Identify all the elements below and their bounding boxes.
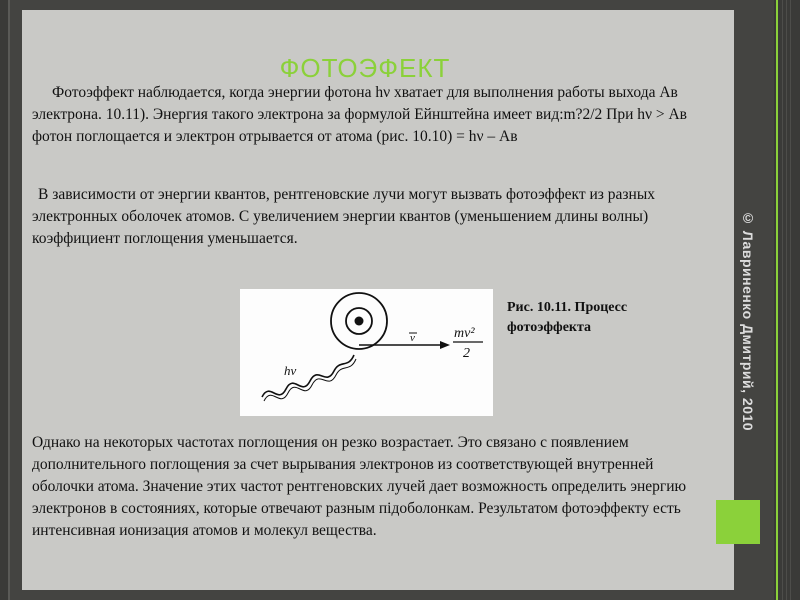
figure-caption-line-2: фотоэффекта: [507, 320, 592, 335]
accent-square: [716, 500, 760, 544]
decorative-right-strip: [774, 0, 800, 600]
photon-energy-label: hν: [284, 363, 297, 378]
author-watermark: © Лавриненко Дмитрий, 2010: [740, 210, 756, 432]
nucleus: [355, 317, 364, 326]
paragraph-absorption-edge: Однако на некоторых частотах поглощения он резко возрастает. Это связано с появлением дополнительного поглощения за счет вырывания электронов из соответствующей внутренней оболочки атома. Значение этих частот рентгеновских лучей дает возможность определить энергию электронов в состояниях, которые отвечают разным пiдоболонкам. Результатом фотоэффекту есть интенсивная ионизация атомов и молекул вещества.: [32, 434, 687, 539]
photoeffect-diagram: [240, 289, 493, 416]
figure-caption: [507, 298, 637, 338]
paragraph-photoeffect-definition: Фотоэффект наблюдается, когда энергии фотона hν хватает для выполнения работы выхода Ав электрона. 10.11). Энергия такого электрона за формулой Ейнштейна имеет вид:m?2/2 При hν > Ав фотон поглощается и электрон отрывается от атома (рис. 10.10) = hν – Ав: [32, 84, 688, 145]
kinetic-energy-numerator: mv²: [454, 326, 475, 341]
figure-caption-line-1: Рис. 10.11. Процесс: [507, 300, 628, 315]
photon-wave: [262, 355, 354, 397]
kinetic-energy-denominator: 2: [463, 346, 470, 361]
paragraph-xray-energy: В зависимости от энергии квантов, рентгеновские лучи могут вызвать фотоэффект из разных электронных оболочек атомов. С увеличением энергии квантов (уменьшением длины волны) коэффициент поглощения уменьшается.: [32, 186, 655, 247]
photoeffect-figure: [240, 289, 493, 416]
electron-arrowhead: [440, 341, 450, 349]
velocity-label: v: [410, 332, 415, 344]
slide-title: ФОТОЭФЕКТ: [279, 53, 451, 84]
